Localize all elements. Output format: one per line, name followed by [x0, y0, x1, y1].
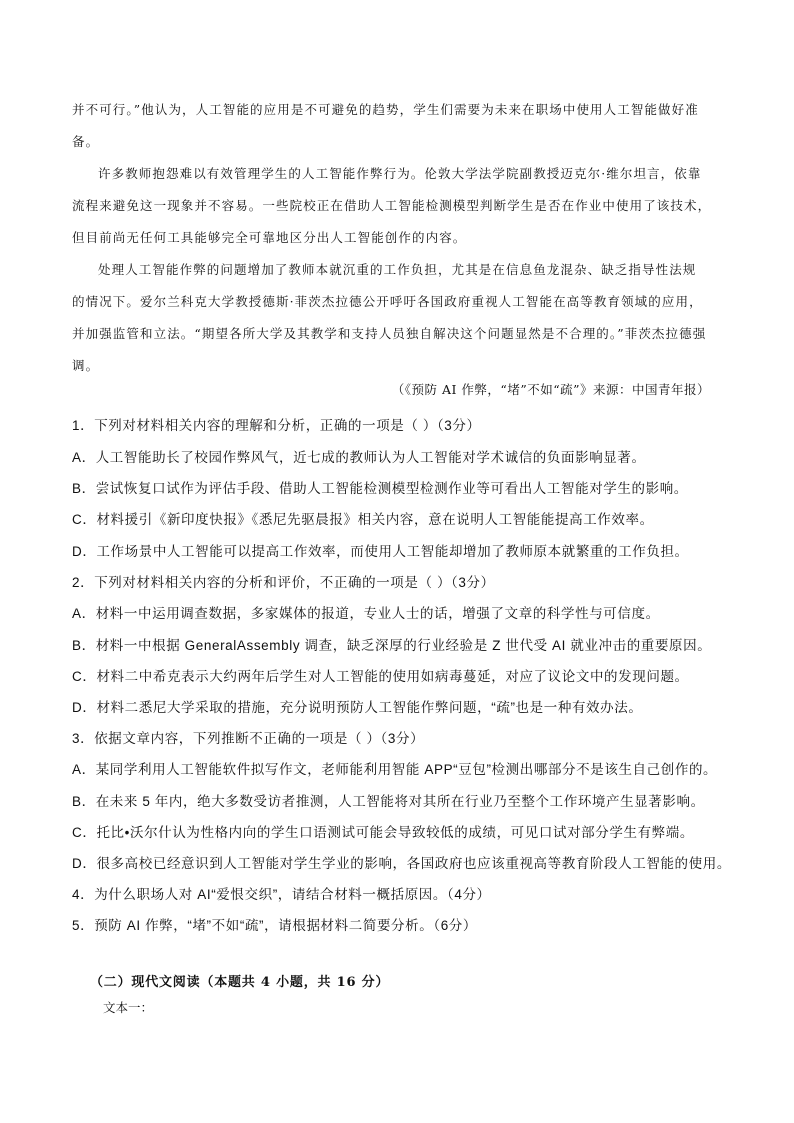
text-label: 文本一：: [103, 1000, 154, 1015]
option-2c: C．材料二中希克表示大约两年后学生对人工智能的使用如病毒蔓延，对应了议论文中的发现问题。: [72, 669, 689, 684]
paragraph-1: [72, 94, 724, 158]
source-citation: （《预防 AI 作弊，“堵”不如“疏”》来源：中国青年报）: [391, 382, 710, 397]
text-line: 流程来避免这一现象并不容易。一些院校正在借助人工智能检测模型判断学生是否在作业中使用了该技术，: [72, 198, 712, 213]
question-3: 3．依据文章内容，下列推断不正确的一项是（ ）（3分）: [72, 731, 425, 746]
option-1b: B．尝试恢复口试作为评估手段、借助人工智能检测模型检测作业等可看出人工智能对学生的影响。: [72, 481, 688, 496]
option-2d: D．材料二悉尼大学采取的措施，充分说明预防人工智能作弊问题，“疏”也是一种有效办法。: [72, 700, 643, 715]
text-line: 许多教师抱怨难以有效管理学生的人工智能作弊行为。伦敦大学法学院副教授迈克尔·维尔坦言，依靠: [98, 166, 702, 181]
option-1d: D．工作场景中人工智能可以提高工作效率，而使用人工智能却增加了教师原本就繁重的工作负担。: [72, 544, 689, 559]
question-1: 1．下列对材料相关内容的理解和分析，正确的一项是（ ）（3分）: [72, 418, 481, 433]
question-5: 5．预防 AI 作弊，“堵”不如“疏”，请根据材料二简要分析。（6分）: [72, 918, 478, 933]
question-2: 2．下列对材料相关内容的分析和评价，不正确的一项是（ ）（3分）: [72, 575, 495, 590]
option-1c: C．材料援引《新印度快报》《悉尼先驱晨报》相关内容，意在说明人工智能能提高工作效率。: [72, 512, 654, 527]
text-line: 并加强监管和立法。“期望各所大学及其教学和支持人员独自解决这个问题显然是不合理的。”菲茨杰拉德强: [72, 326, 707, 341]
option-3a: A．某同学利用人工智能软件拟写作文，老师能利用智能 APP“豆包”检测出哪部分不是该生自己创作的。: [72, 762, 718, 777]
paragraph-2: [72, 158, 724, 254]
option-2b: B．材料一中根据 GeneralAssembly 调查，缺乏深厚的行业经验是 Z 世代受 AI 就业冲击的重要原因。: [72, 638, 712, 653]
text-line: 处理人工智能作弊的问题增加了教师本就沉重的工作负担，尤其是在信息鱼龙混杂、缺乏指导性法规: [98, 262, 697, 277]
section-title: （二）现代文阅读（本题共 4 小题，共 16 分）: [90, 975, 390, 990]
question-4: 4．为什么职场人对 AI“爱恨交织”，请结合材料一概括原因。（4分）: [72, 887, 491, 902]
option-3d: D．很多高校已经意识到人工智能对学生学业的影响，各国政府也应该重视高等教育阶段人工智能的使用。: [72, 856, 731, 871]
paragraph-3: [72, 254, 724, 382]
option-2a: A．材料一中运用调查数据，多家媒体的报道，专业人士的话，增强了文章的科学性与可信度。: [72, 606, 660, 621]
text-line: 并不可行。”他认为，人工智能的应用是不可避免的趋势，学生们需要为未来在职场中使用人工智能做好准: [72, 102, 699, 117]
text-line: 调。: [72, 358, 100, 373]
option-1a: A．人工智能助长了校园作弊风气，近七成的教师认为人工智能对学术诚信的负面影响显著。: [72, 450, 646, 465]
text-line: 备。: [72, 134, 100, 149]
text-line: 但目前尚无任何工具能够完全可靠地区分出人工智能创作的内容。: [72, 230, 467, 245]
option-3b: B．在未来 5 年内，绝大多数受访者推测，人工智能将对其所在行业乃至整个工作环境产生显著影响。: [72, 794, 705, 809]
text-line: 的情况下。爱尔兰科克大学教授德斯·菲茨杰拉德公开呼吁各国政府重视人工智能在高等教育领域的应用，: [72, 294, 703, 309]
option-3c: C．托比•沃尔什认为性格内向的学生口语测试可能会导致较低的成绩，可见口试对部分学生有弊端。: [72, 825, 694, 840]
